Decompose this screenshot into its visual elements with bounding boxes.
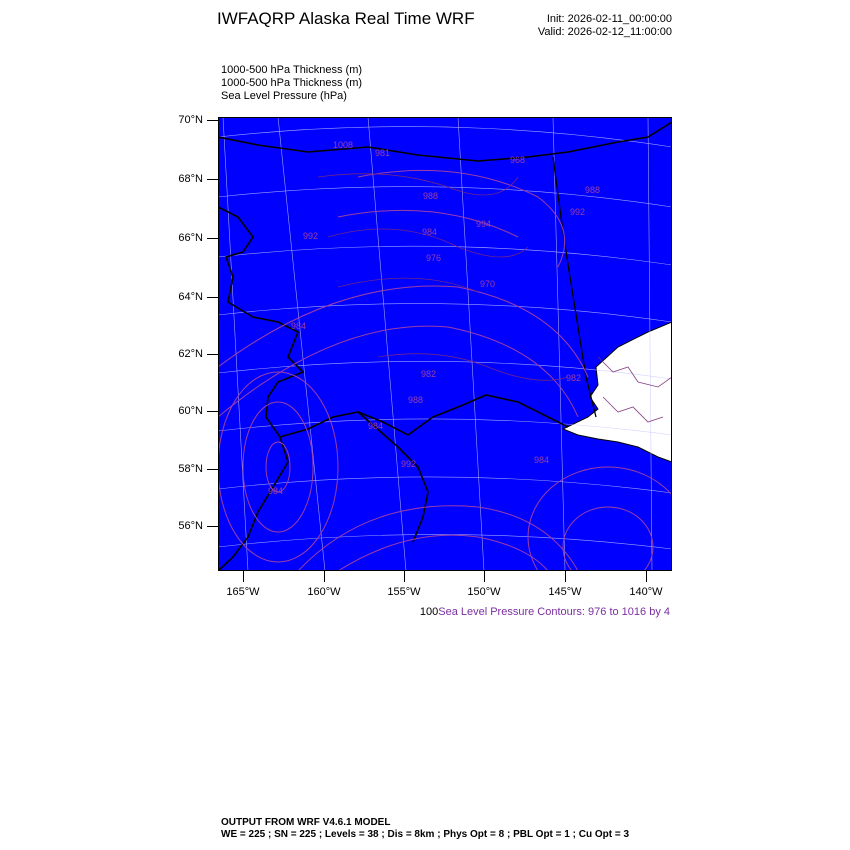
lon-tick bbox=[243, 571, 244, 582]
contour-label: 981 bbox=[375, 148, 391, 158]
lat-label-60: 60°N bbox=[178, 405, 203, 417]
contour-label: 992 bbox=[303, 231, 319, 241]
contour-label: 982 bbox=[566, 373, 582, 383]
contour-label: 984 bbox=[268, 486, 284, 496]
model-config: WE = 225 ; SN = 225 ; Levels = 38 ; Dis = 8km ; Phys Opt = 8 ; PBL Opt = 1 ; Cu Opt = 3 bbox=[221, 829, 630, 840]
lon-tick bbox=[404, 571, 405, 582]
contour-label: 970 bbox=[480, 279, 496, 289]
lat-label-58: 58°N bbox=[178, 463, 203, 475]
field-slp: Sea Level Pressure (hPa) bbox=[221, 90, 347, 102]
lon-label-150: 150°W bbox=[467, 586, 501, 598]
model-footer bbox=[221, 817, 629, 841]
field-list bbox=[221, 64, 362, 103]
contour-label: 1008 bbox=[333, 140, 354, 150]
lat-tick bbox=[207, 526, 218, 527]
contour-label: 988 bbox=[408, 395, 424, 405]
contour-info bbox=[420, 606, 670, 618]
contour-label: 968 bbox=[510, 155, 526, 165]
lat-tick bbox=[207, 297, 218, 298]
lon-label-160: 160°W bbox=[307, 586, 341, 598]
lat-label-64: 64°N bbox=[178, 291, 203, 303]
contour-label: 992 bbox=[401, 459, 417, 469]
lat-tick bbox=[207, 179, 218, 180]
field-thickness-2: 1000-500 hPa Thickness (m) bbox=[221, 77, 363, 89]
contour-label: 984 bbox=[368, 421, 384, 431]
lat-label-56: 56°N bbox=[178, 520, 203, 532]
contour-label: 982 bbox=[421, 369, 437, 379]
time-info bbox=[538, 13, 672, 39]
field-thickness-1: 1000-500 hPa Thickness (m) bbox=[221, 64, 363, 76]
lat-tick bbox=[207, 238, 218, 239]
contour-label: 988 bbox=[585, 185, 601, 195]
lon-label-145: 145°W bbox=[548, 586, 582, 598]
contour-label: 984 bbox=[422, 227, 438, 237]
contour-label: 984 bbox=[534, 455, 550, 465]
model-version: OUTPUT FROM WRF V4.6.1 MODEL bbox=[221, 817, 391, 828]
lon-label-140: 140°W bbox=[629, 586, 663, 598]
lon-tick bbox=[484, 571, 485, 582]
contour-label: 988 bbox=[423, 191, 439, 201]
lat-label-66: 66°N bbox=[178, 232, 203, 244]
lon-label-155: 155°W bbox=[387, 586, 421, 598]
lat-label-62: 62°N bbox=[178, 348, 203, 360]
contour-label: 976 bbox=[426, 253, 442, 263]
forecast-map bbox=[218, 117, 672, 571]
lat-tick bbox=[207, 469, 218, 470]
map-title: IWFAQRP Alaska Real Time WRF bbox=[217, 9, 475, 28]
contour-label: 994 bbox=[476, 219, 492, 229]
lat-tick bbox=[207, 411, 218, 412]
contour-label: 984 bbox=[291, 321, 307, 331]
lon-tick bbox=[324, 571, 325, 582]
lon-label-165: 165°W bbox=[226, 586, 260, 598]
valid-time: Valid: 2026-02-12_11:00:00 bbox=[537, 26, 672, 38]
lat-label-70: 70°N bbox=[178, 114, 203, 126]
lat-label-68: 68°N bbox=[178, 173, 203, 185]
contour-info-prefix: 100 bbox=[419, 606, 439, 618]
lon-tick bbox=[646, 571, 647, 582]
lat-tick bbox=[207, 354, 218, 355]
contour-label: 992 bbox=[570, 207, 586, 217]
ocean-background bbox=[218, 117, 672, 571]
lat-tick bbox=[207, 120, 218, 121]
lon-tick bbox=[565, 571, 566, 582]
contour-info-text: Sea Level Pressure Contours: 976 to 1016 by 4 bbox=[438, 606, 670, 618]
init-time: Init: 2026-02-11_00:00:00 bbox=[546, 13, 672, 25]
